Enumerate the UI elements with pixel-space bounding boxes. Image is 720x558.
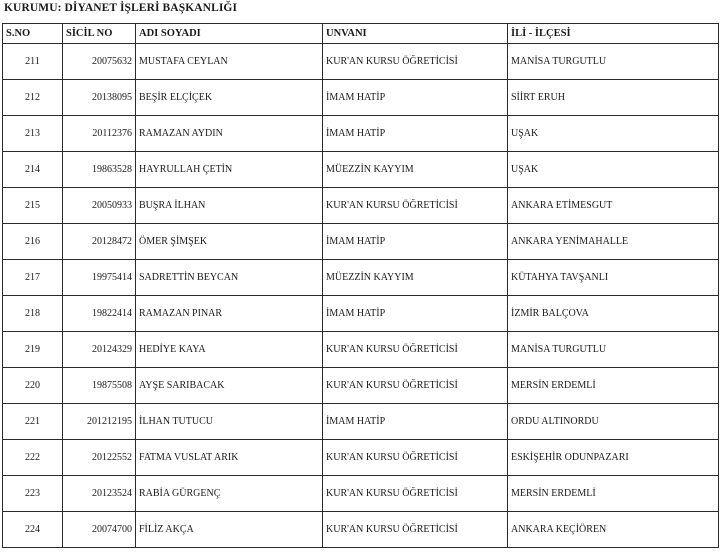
table-row <box>3 332 719 368</box>
header-sno: S.NO <box>3 24 63 44</box>
table-header-row <box>3 24 719 44</box>
cell-name: FİLİZ AKÇA <box>136 512 323 548</box>
cell-province-district: ANKARA YENİMAHALLE <box>508 224 719 260</box>
cell-sno: 223 <box>3 476 63 512</box>
table-row <box>3 260 719 296</box>
cell-sicil-no: 20075632 <box>63 44 136 80</box>
cell-sno: 224 <box>3 512 63 548</box>
header-sicil-no: SİCİL NO <box>63 24 136 44</box>
cell-sno: 218 <box>3 296 63 332</box>
cell-title: KUR'AN KURSU ÖĞRETİCİSİ <box>323 512 508 548</box>
cell-name: ÖMER ŞİMŞEK <box>136 224 323 260</box>
cell-sicil-no: 19875508 <box>63 368 136 404</box>
cell-province-district: MERSİN ERDEMLİ <box>508 368 719 404</box>
cell-sicil-no: 20074700 <box>63 512 136 548</box>
cell-province-district: ANKARA ETİMESGUT <box>508 188 719 224</box>
cell-sno: 212 <box>3 80 63 116</box>
cell-sno: 222 <box>3 440 63 476</box>
cell-name: İLHAN TUTUCU <box>136 404 323 440</box>
cell-name: FATMA VUSLAT ARIK <box>136 440 323 476</box>
cell-sicil-no: 19975414 <box>63 260 136 296</box>
cell-sicil-no: 20128472 <box>63 224 136 260</box>
header-title: UNVANI <box>323 24 508 44</box>
cell-province-district: MANİSA TURGUTLU <box>508 44 719 80</box>
table-row <box>3 188 719 224</box>
table-row <box>3 512 719 548</box>
cell-title: KUR'AN KURSU ÖĞRETİCİSİ <box>323 44 508 80</box>
table-row <box>3 440 719 476</box>
cell-sicil-no: 19822414 <box>63 296 136 332</box>
cell-name: BUŞRA İLHAN <box>136 188 323 224</box>
cell-name: RABİA GÜRGENÇ <box>136 476 323 512</box>
table-row <box>3 404 719 440</box>
cell-sno: 216 <box>3 224 63 260</box>
table-row <box>3 296 719 332</box>
cell-sno: 211 <box>3 44 63 80</box>
cell-name: RAMAZAN AYDIN <box>136 116 323 152</box>
table-row <box>3 152 719 188</box>
table-body <box>3 44 719 548</box>
cell-sicil-no: 20123524 <box>63 476 136 512</box>
cell-sicil-no: 20138095 <box>63 80 136 116</box>
cell-sno: 221 <box>3 404 63 440</box>
cell-sicil-no: 20124329 <box>63 332 136 368</box>
cell-sicil-no: 20122552 <box>63 440 136 476</box>
table-row <box>3 368 719 404</box>
cell-title: İMAM HATİP <box>323 116 508 152</box>
cell-province-district: MANİSA TURGUTLU <box>508 332 719 368</box>
table-row <box>3 80 719 116</box>
cell-sicil-no: 19863528 <box>63 152 136 188</box>
cell-province-district: MERSİN ERDEMLİ <box>508 476 719 512</box>
cell-province-district: UŞAK <box>508 116 719 152</box>
cell-sno: 220 <box>3 368 63 404</box>
cell-name: RAMAZAN PINAR <box>136 296 323 332</box>
cell-title: İMAM HATİP <box>323 296 508 332</box>
cell-title: KUR'AN KURSU ÖĞRETİCİSİ <box>323 332 508 368</box>
cell-province-district: KÜTAHYA TAVŞANLI <box>508 260 719 296</box>
header-province-district: İLİ - İLÇESİ <box>508 24 719 44</box>
cell-sicil-no: 20112376 <box>63 116 136 152</box>
cell-title: KUR'AN KURSU ÖĞRETİCİSİ <box>323 368 508 404</box>
cell-sicil-no: 201212195 <box>63 404 136 440</box>
cell-name: SADRETTİN BEYCAN <box>136 260 323 296</box>
cell-province-district: İZMİR BALÇOVA <box>508 296 719 332</box>
cell-name: HAYRULLAH ÇETİN <box>136 152 323 188</box>
cell-sno: 219 <box>3 332 63 368</box>
cell-title: İMAM HATİP <box>323 404 508 440</box>
cell-title: KUR'AN KURSU ÖĞRETİCİSİ <box>323 188 508 224</box>
cell-name: BEŞİR ELÇİÇEK <box>136 80 323 116</box>
cell-province-district: ANKARA KEÇİÖREN <box>508 512 719 548</box>
cell-name: AYŞE SARIBACAK <box>136 368 323 404</box>
cell-title: KUR'AN KURSU ÖĞRETİCİSİ <box>323 440 508 476</box>
cell-title: İMAM HATİP <box>323 224 508 260</box>
cell-title: KUR'AN KURSU ÖĞRETİCİSİ <box>323 476 508 512</box>
cell-sno: 217 <box>3 260 63 296</box>
table-row <box>3 224 719 260</box>
institution-title: KURUMU: DİYANET İŞLERİ BAŞKANLIĞI <box>4 2 238 14</box>
cell-sno: 215 <box>3 188 63 224</box>
cell-province-district: SİİRT ERUH <box>508 80 719 116</box>
cell-province-district: UŞAK <box>508 152 719 188</box>
cell-title: İMAM HATİP <box>323 80 508 116</box>
cell-name: HEDİYE KAYA <box>136 332 323 368</box>
header-name: ADI SOYADI <box>136 24 323 44</box>
cell-title: MÜEZZİN KAYYIM <box>323 260 508 296</box>
cell-name: MUSTAFA CEYLAN <box>136 44 323 80</box>
table-row <box>3 116 719 152</box>
table-row <box>3 476 719 512</box>
table-row <box>3 44 719 80</box>
cell-sno: 214 <box>3 152 63 188</box>
cell-sno: 213 <box>3 116 63 152</box>
cell-sicil-no: 20050933 <box>63 188 136 224</box>
cell-province-district: ORDU ALTINORDU <box>508 404 719 440</box>
cell-province-district: ESKİŞEHİR ODUNPAZARI <box>508 440 719 476</box>
cell-title: MÜEZZİN KAYYIM <box>323 152 508 188</box>
personnel-table <box>2 23 719 548</box>
